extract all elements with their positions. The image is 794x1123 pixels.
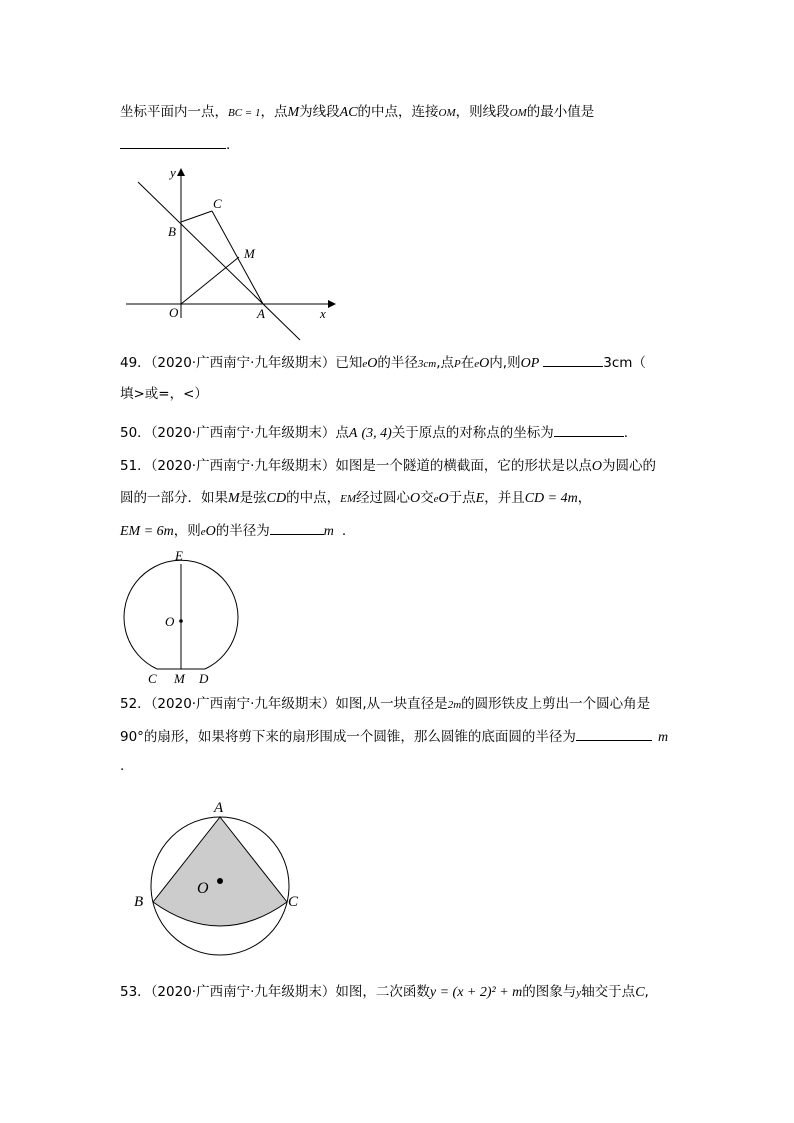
q51-text-line3: EM = 6m，则eO的半径为 m . — [120, 520, 346, 542]
label-x: x — [320, 306, 326, 321]
label-M: M — [244, 246, 255, 261]
label-O: O — [165, 614, 175, 629]
label-A: A — [214, 800, 224, 816]
q48-text-line2: . — [120, 134, 230, 155]
q51-tunnel-figure — [118, 545, 248, 685]
q52-text-line2: 90°的扇形，如果将剪下来的扇形围成一个圆锥，那么圆锥的底面圆的半径为 m — [120, 726, 668, 748]
answer-blank — [120, 134, 226, 149]
q48-text-line1: 坐标平面内一点，BC = 1，点M为线段AC的中点，连接OM，则线段OM的最小值是 — [120, 104, 595, 120]
label-B: B — [168, 224, 176, 239]
label-A: A — [257, 306, 265, 321]
answer-blank — [554, 422, 624, 437]
label-O: O — [197, 880, 209, 897]
q51-text-line2: 圆的一部分．如果M是弦CD的中点，EM经过圆心O交eO于点E，并且CD = 4m， — [120, 490, 592, 506]
label-E: E — [175, 548, 183, 563]
answer-blank — [576, 726, 652, 741]
q49-text-line2: 填>或=，<） — [120, 386, 208, 402]
label-C: C — [213, 196, 222, 211]
q53-text: 53．（2020·广西南宁·九年级期末）如图，二次函数y = (x + 2)² + m的图象与y轴交于点C, — [120, 984, 649, 1000]
label-D: D — [199, 671, 209, 686]
q49-text-line1: 49．（2020·广西南宁·九年级期末）已知eO的半径3cm,点P在eO内,则OP 3cm（ — [120, 352, 646, 374]
label-B: B — [134, 894, 144, 910]
label-C: C — [148, 671, 157, 686]
label-C: C — [288, 894, 299, 910]
q48-coordinate-figure — [118, 164, 338, 324]
q51-text-line1: 51．（2020·广西南宁·九年级期末）如图是一个隧道的横截面，它的形状是以点O为圆心的 — [120, 458, 657, 474]
label-M: M — [174, 671, 185, 686]
q50-text: 50．（2020·广西南宁·九年级期末）点A (3, 4)关于原点的对称点的坐标为 . — [120, 422, 628, 444]
answer-blank — [270, 520, 324, 535]
answer-blank — [543, 352, 603, 367]
q52-sector-figure — [130, 792, 310, 962]
q52-text-line3: . — [120, 758, 125, 774]
label-y: y — [170, 165, 176, 180]
q52-text-line1: 52．（2020·广西南宁·九年级期末）如图,从一块直径是2m的圆形铁皮上剪出一个圆心角是 — [120, 696, 651, 712]
label-O: O — [169, 305, 179, 320]
